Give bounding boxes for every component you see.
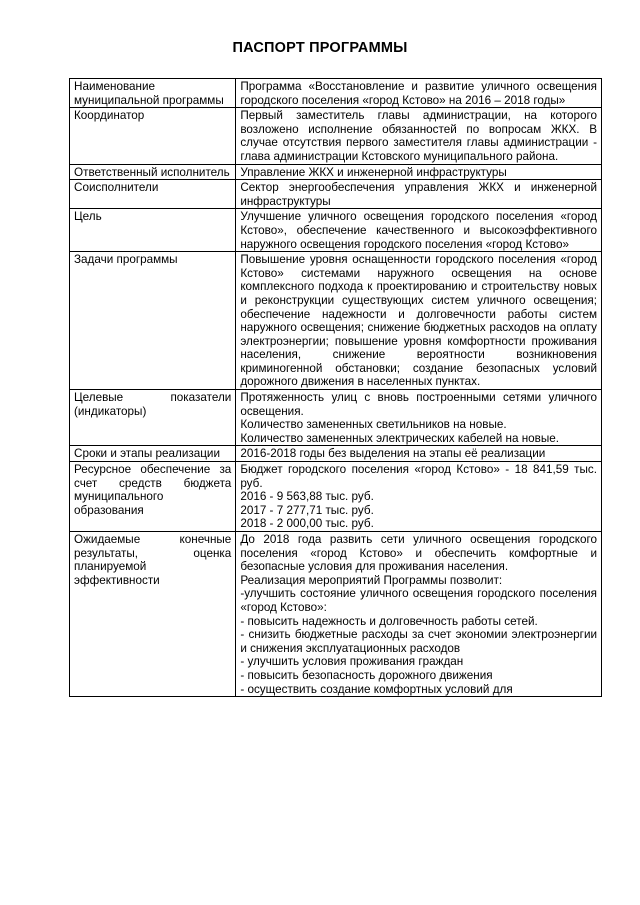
- value-line: 2016 - 9 563,88 тыс. руб.: [240, 490, 374, 504]
- row-value: [236, 390, 602, 446]
- row-value: [236, 532, 602, 697]
- row-label: Ответственный исполнитель: [70, 164, 236, 180]
- row-value: [236, 252, 602, 390]
- value-line: Бюджет городского поселения «город Кстово» - 18 841,59 тыс. руб.: [240, 463, 597, 490]
- table-row: [70, 180, 602, 209]
- row-value: [236, 180, 602, 209]
- value-line: - улучшить условия проживания граждан: [240, 655, 464, 669]
- row-label: Наименование муниципальной программы: [70, 79, 236, 108]
- table-row: [70, 252, 602, 390]
- value-line: 2017 - 7 277,71 тыс. руб.: [240, 503, 374, 517]
- value-line: Управление ЖКХ и инженерной инфраструктуры: [240, 165, 507, 179]
- table-row: [70, 390, 602, 446]
- row-value: [236, 446, 602, 462]
- value-line: 2016-2018 годы без выделения на этапы её реализации: [240, 447, 546, 461]
- table-row: [70, 164, 602, 180]
- value-line: Количество замененных электрических кабелей на новые.: [240, 431, 560, 445]
- table-row: [70, 79, 602, 108]
- table-row: [70, 446, 602, 462]
- value-line: Повышение уровня оснащенности городского поселения «город Кстово» системами наружного освещения на основе комплексного подхода к проектированию и строительству новых и реконструкции существующих систем уличного освещения; обеспечение надежности и долговечности работы систем наружного освещения; снижение бюджетных расходов на оплату электроэнергии; повышение уровня комфортности проживания населения, снижение вероятности возникновения криминогенной обстановки; создание безопасных условий дорожного движения в населенных пунктах.: [240, 253, 597, 389]
- value-line: Протяженность улиц с вновь построенными сетями уличного освещения.: [240, 391, 597, 418]
- value-line: До 2018 года развить сети уличного освещения городского поселения «город Кстово» и обеспечить комфортные и безопасные условия для проживания населения.: [240, 533, 597, 574]
- row-value: [236, 108, 602, 164]
- value-line: Программа «Восстановление и развитие уличного освещения городского поселения «город Кстово» на 2016 – 2018 годы»: [240, 80, 597, 107]
- value-line: Реализация мероприятий Программы позволит:: [240, 573, 503, 587]
- table-row: [70, 532, 602, 697]
- value-line: 2018 - 2 000,00 тыс. руб.: [240, 517, 374, 531]
- table-row: [70, 108, 602, 164]
- passport-table: [69, 78, 602, 697]
- table-row: [70, 209, 602, 252]
- row-label: Сроки и этапы реализации: [70, 446, 236, 462]
- row-value: [236, 462, 602, 532]
- row-label: Цель: [70, 209, 236, 252]
- row-label: Ресурсное обеспечение за счет средств бюджета муниципального образования: [70, 462, 236, 532]
- value-line: Сектор энергообеспечения управления ЖКХ и инженерной инфраструктуры: [240, 181, 597, 208]
- value-line: - повысить надежность и долговечность работы сетей.: [240, 614, 538, 628]
- value-line: Количество замененных светильников на новые.: [240, 418, 507, 432]
- value-line: -улучшить состояние уличного освещения городского поселения «город Кстово»:: [240, 587, 597, 614]
- value-line: - снизить бюджетные расходы за счет экономии электроэнергии и снижения эксплуатационных расходов: [240, 628, 597, 655]
- row-value: [236, 79, 602, 108]
- row-value: [236, 164, 602, 180]
- row-label: Координатор: [70, 108, 236, 164]
- table-row: [70, 462, 602, 532]
- value-line: Первый заместитель главы администрации, на которого возложено исполнение обязанностей по вопросам ЖКХ. В случае отсутствия первого заместителя главы администрации - глава администрации Кстовского муниципального района.: [240, 109, 597, 163]
- value-line: - повысить безопасность дорожного движения: [240, 668, 493, 682]
- value-line: - осуществить создание комфортных условий для: [240, 682, 513, 696]
- value-line: Улучшение уличного освещения городского поселения «город Кстово», обеспечение качественного и высокоэффективного наружного освещения городского поселения «город Кстово»: [240, 210, 597, 251]
- row-label: Ожидаемые конечные результаты, оценка планируемой эффективности: [70, 532, 236, 697]
- row-label: Целевые показатели (индикаторы): [70, 390, 236, 446]
- row-label: Задачи программы: [70, 252, 236, 390]
- page-title: ПАСПОРТ ПРОГРАММЫ: [232, 40, 408, 56]
- row-value: [236, 209, 602, 252]
- row-label: Соисполнители: [70, 180, 236, 209]
